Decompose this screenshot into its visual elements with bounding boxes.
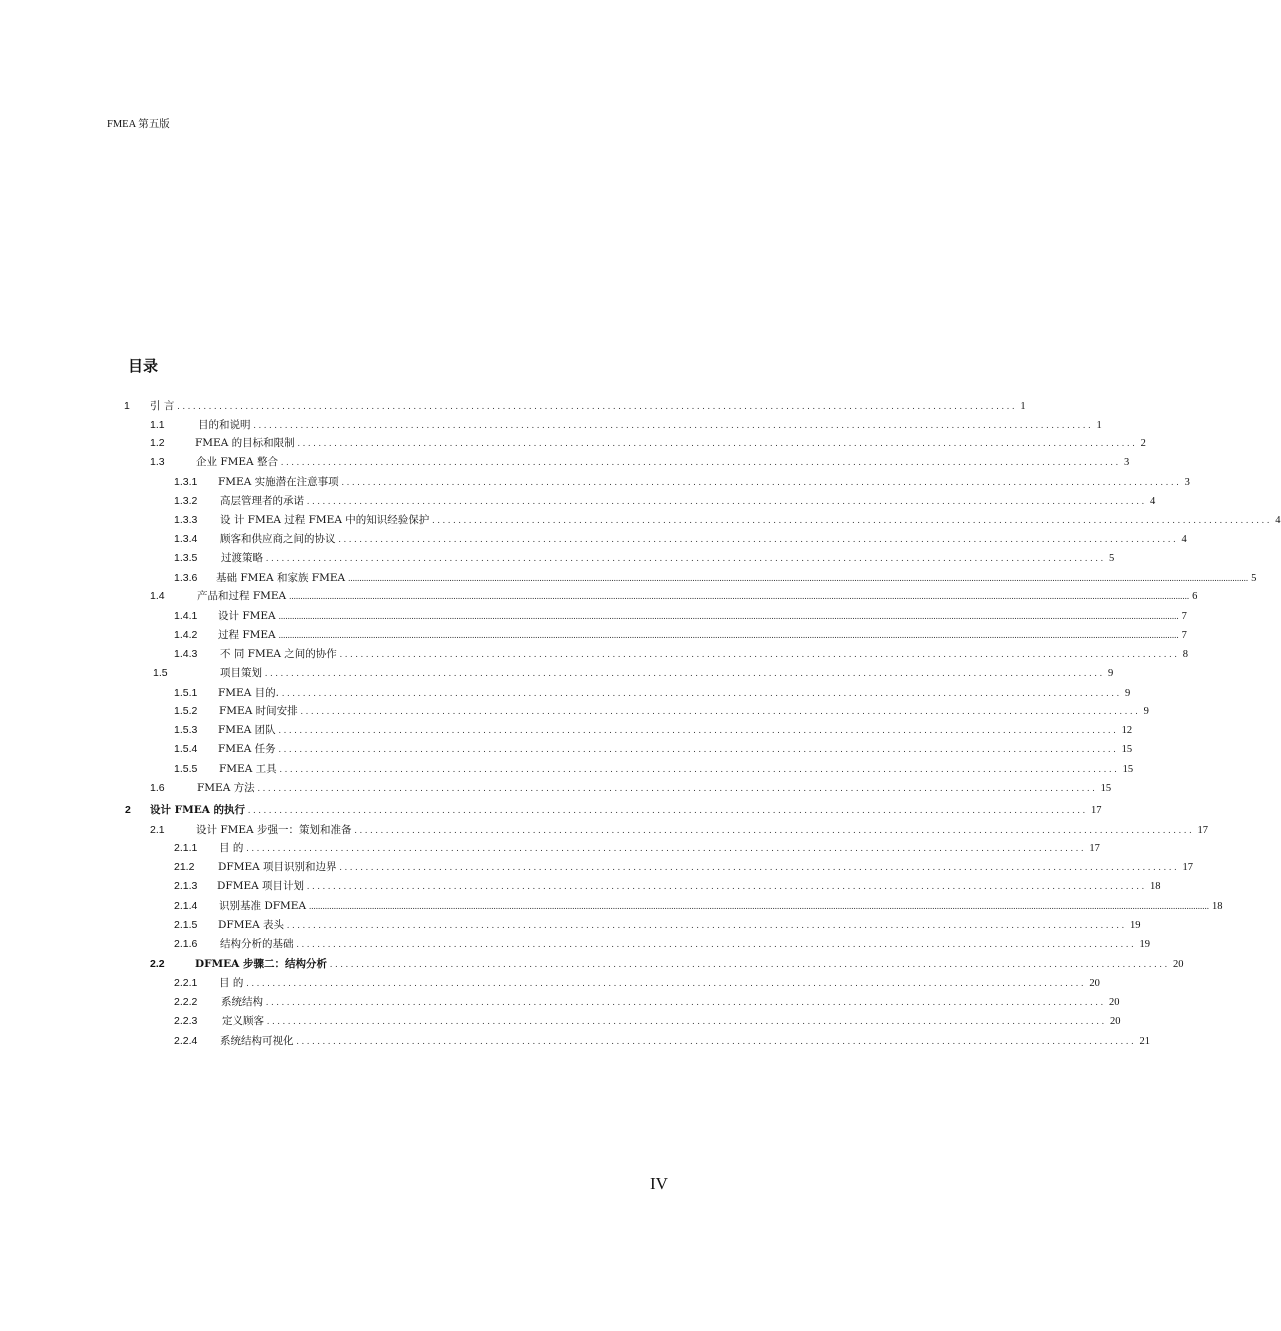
toc-entry-number: 21.2 xyxy=(174,861,195,873)
toc-title: 目录 xyxy=(128,357,159,375)
toc-entry[interactable] xyxy=(0,627,1187,643)
toc-entry-title: 企业 FMEA 整合 xyxy=(196,456,278,468)
toc-entry-number: 1.5.1 xyxy=(174,687,198,699)
toc-entry-title: DFMEA 项目识别和边界 xyxy=(218,861,337,873)
toc-entry-title: DFMEA 步骤二：结构分析 xyxy=(195,958,327,970)
toc-entry-number: 2 xyxy=(125,804,131,816)
toc-entry-number: 1.3.6 xyxy=(174,572,198,584)
toc-entry-number: 1.5.5 xyxy=(174,763,198,775)
toc-entry[interactable] xyxy=(0,761,1134,777)
toc-entry-page: 9 xyxy=(1124,688,1131,699)
toc-entry-page: 3 xyxy=(1123,457,1130,468)
toc-entry-number: 1.5.2 xyxy=(174,705,198,717)
toc-entry-title: 目的和说明 xyxy=(198,419,251,431)
toc-entry-number: 2.2.4 xyxy=(174,1035,198,1047)
toc-entry-page: 21 xyxy=(1139,1036,1150,1047)
toc-leader-dots: ................................................................................................................................................................ xyxy=(354,825,1195,835)
toc-entry-page: 5 xyxy=(1109,553,1115,564)
toc-entry-page: 17 xyxy=(1197,825,1208,836)
toc-entry-page: 17 xyxy=(1089,843,1100,854)
toc-entry-title: 项目策划 xyxy=(220,667,262,679)
toc-entry[interactable] xyxy=(0,898,1223,914)
toc-leader-dots: ................................................................................................................................................................ xyxy=(267,1016,1107,1026)
toc-entry[interactable] xyxy=(0,840,1100,856)
toc-entry-title: 顾客和供应商之间的协议 xyxy=(220,533,336,545)
toc-leader-dots: ................................................................................................................................................................ xyxy=(253,420,1094,430)
toc-entry-title: 设计 FMEA 的执行 xyxy=(150,804,246,816)
toc-entry-number: 1.3 xyxy=(150,456,165,468)
toc-entry[interactable] xyxy=(0,994,1120,1010)
toc-entry[interactable] xyxy=(0,398,1026,414)
toc-entry-page: 6 xyxy=(1192,591,1198,602)
toc-entry-page: 4 xyxy=(1150,496,1156,507)
toc-entry-title: 目 的 xyxy=(219,842,244,854)
toc-entry-page: 9 xyxy=(1108,668,1114,679)
toc-entry-page: 2 xyxy=(1140,438,1146,449)
toc-entry-number: 2.2.1 xyxy=(174,977,198,989)
toc-entry-number: 2.2.3 xyxy=(174,1015,198,1027)
toc-leader-dots: ................................................................................................................................................................ xyxy=(266,997,1106,1007)
toc-entry-number: 1.5.3 xyxy=(174,724,198,736)
toc-entry-number: 2.1.5 xyxy=(174,919,198,931)
running-header: FMEA 第五版 xyxy=(107,119,170,130)
toc-entry-number: 1.3.5 xyxy=(174,552,198,564)
toc-leader-dots: ................................................................................................................................................................................................................................................................................................................................................................................................................ xyxy=(289,591,1190,601)
toc-entry-title: 系统结构 xyxy=(221,996,263,1008)
toc-leader-dots: ................................................................................................................................................................ xyxy=(307,496,1147,506)
toc-entry-number: 1.4.1 xyxy=(174,610,198,622)
toc-leader-dots: ................................................................................................................................................................ xyxy=(300,706,1141,716)
toc-entry-page: 15 xyxy=(1100,783,1112,794)
toc-entry-page: 20 xyxy=(1109,997,1120,1008)
toc-entry[interactable] xyxy=(0,1013,1121,1029)
toc-entry[interactable] xyxy=(0,917,1141,933)
toc-entry[interactable] xyxy=(0,975,1100,991)
toc-leader-dots: ................................................................................................................................................................ xyxy=(341,477,1182,487)
toc-entry[interactable] xyxy=(0,474,1190,490)
toc-leader-dots: ................................................................................................................................................................................................................................................................................................................................................................................................................ xyxy=(278,630,1179,640)
toc-entry-title: 引 言 xyxy=(150,400,175,412)
toc-entry-page: 20 xyxy=(1110,1016,1121,1027)
toc-leader-dots: ................................................................................................................................................................ xyxy=(278,744,1119,754)
toc-entry-number: 2.1.6 xyxy=(174,938,198,950)
toc-entry-number: 1.4.2 xyxy=(174,629,198,641)
toc-entry-title: 系统结构可视化 xyxy=(220,1035,294,1047)
toc-entry[interactable] xyxy=(0,780,1112,796)
toc-entry-number: 1.1 xyxy=(150,419,165,431)
toc-entry[interactable] xyxy=(0,722,1133,738)
toc-entry-number: 1.3.2 xyxy=(174,495,198,507)
toc-leader-dots: ................................................................................................................................................................ xyxy=(432,515,1273,525)
toc-entry-page: 7 xyxy=(1181,611,1187,622)
toc-entry-page: 18 xyxy=(1150,881,1161,892)
toc-leader-dots: ................................................................................................................................................................ xyxy=(330,959,1170,969)
toc-entry-page: 8 xyxy=(1182,649,1189,660)
toc-leader-dots: ................................................................................................................................................................ xyxy=(281,688,1122,698)
toc-leader-dots: ................................................................................................................................................................ xyxy=(338,534,1179,544)
toc-entry-title: FMEA 团队 xyxy=(218,724,276,736)
toc-leader-dots: ................................................................................................................................................................ xyxy=(265,668,1105,678)
toc-entry[interactable] xyxy=(0,703,1149,719)
toc-entry-page: 12 xyxy=(1121,725,1133,736)
toc-entry-page: 7 xyxy=(1181,630,1187,641)
toc-entry-page: 9 xyxy=(1143,706,1149,717)
toc-entry-title: 设 计 FMEA 过程 FMEA 中的知识经验保护 xyxy=(220,514,430,526)
toc-entry-number: 1.5.4 xyxy=(174,743,198,755)
toc-leader-dots: ................................................................................................................................................................ xyxy=(307,881,1148,891)
toc-entry-title: FMEA 的目标和限制 xyxy=(195,437,295,449)
toc-entry-page: 1 xyxy=(1096,420,1102,431)
toc-entry-title: 高层管理者的承诺 xyxy=(220,495,304,507)
toc-entry-number: 1.3.1 xyxy=(174,476,198,488)
toc-leader-dots: ................................................................................................................................................................ xyxy=(339,649,1180,659)
toc-entry[interactable] xyxy=(0,802,1102,818)
toc-entry[interactable] xyxy=(0,417,1102,433)
toc-entry-page: 5 xyxy=(1251,573,1257,584)
toc-entry-page: 20 xyxy=(1089,978,1100,989)
toc-entry-title: FMEA 工具 xyxy=(219,763,277,775)
toc-entry-title: 设计 FMEA xyxy=(218,610,276,622)
toc-leader-dots: ................................................................................................................................................................ xyxy=(266,553,1106,563)
toc-leader-dots: ................................................................................................................................................................ xyxy=(246,843,1087,853)
toc-entry-page: 17 xyxy=(1182,862,1194,873)
toc-entry-title: 不 同 FMEA 之间的协作 xyxy=(220,648,337,660)
toc-entry[interactable] xyxy=(0,646,1189,662)
toc-leader-dots: ................................................................................................................................................................ xyxy=(339,862,1180,872)
toc-entry-page: 20 xyxy=(1173,959,1184,970)
toc-entry[interactable] xyxy=(0,685,1131,701)
toc-entry-page: 18 xyxy=(1212,901,1223,912)
toc-entry[interactable] xyxy=(0,570,1257,586)
toc-entry-title: 结构分析的基础 xyxy=(220,938,294,950)
toc-entry-title: FMEA 实施潜在注意事项 xyxy=(218,476,339,488)
toc-entry-number: 1.2 xyxy=(150,437,165,449)
toc-entry[interactable] xyxy=(0,493,1156,509)
toc-entry-page: 15 xyxy=(1121,744,1133,755)
toc-leader-dots: ................................................................................................................................................................ xyxy=(248,805,1089,815)
toc-leader-dots: ................................................................................................................................................................ xyxy=(297,438,1138,448)
toc-entry-page: 17 xyxy=(1091,805,1102,816)
toc-entry[interactable] xyxy=(0,550,1115,566)
toc-entry-title: FMEA 时间安排 xyxy=(219,705,298,717)
toc-leader-dots: ................................................................................................................................................................................................................................................................................................................................................................................................................ xyxy=(278,611,1179,621)
toc-entry-title: DFMEA 项目计划 xyxy=(217,880,305,892)
toc-entry[interactable] xyxy=(0,936,1150,952)
toc-entry-title: 过渡策略 xyxy=(221,552,263,564)
toc-entry-number: 2.1.4 xyxy=(174,900,198,912)
toc-leader-dots: ................................................................................................................................................................ xyxy=(257,783,1098,793)
toc-entry[interactable] xyxy=(0,741,1133,757)
toc-entry-title: 基础 FMEA 和家族 FMEA xyxy=(216,572,346,584)
toc-entry-page: 1 xyxy=(1020,401,1026,412)
toc-entry-number: 2.2.2 xyxy=(174,996,198,1008)
toc-entry-title: FMEA 任务 xyxy=(218,743,276,755)
toc-leader-dots: ................................................................................................................................................................ xyxy=(296,939,1137,949)
toc-entry-number: 2.2 xyxy=(150,958,165,970)
toc-entry-number: 1.4.3 xyxy=(174,648,198,660)
toc-entry-title: FMEA 目的. xyxy=(218,687,279,699)
toc-entry-number: 2.1.1 xyxy=(174,842,198,854)
toc-entry-number: 1 xyxy=(124,400,130,412)
toc-entry-page: 19 xyxy=(1139,939,1150,950)
toc-leader-dots: ................................................................................................................................................................ xyxy=(246,978,1087,988)
toc-entry[interactable] xyxy=(0,1033,1150,1049)
toc-leader-dots: ................................................................................................................................................................ xyxy=(287,920,1128,930)
toc-leader-dots: ................................................................................................................................................................................................................................................................................................................................................................................................................ xyxy=(348,573,1249,583)
toc-entry-title: 识别基准 DFMEA xyxy=(219,900,307,912)
toc-entry-page: 3 xyxy=(1184,477,1190,488)
toc-entry-number: 1.6 xyxy=(150,782,165,794)
toc-entry-title: 定义顾客 xyxy=(222,1015,264,1027)
toc-entry[interactable] xyxy=(0,454,1130,470)
toc-entry-number: 1.4 xyxy=(150,590,165,602)
toc-leader-dots: ................................................................................................................................................................ xyxy=(296,1036,1137,1046)
toc-entry-number: 1.3.4 xyxy=(174,533,198,545)
toc-leader-dots: ................................................................................................................................................................ xyxy=(278,725,1119,735)
toc-leader-dots: ................................................................................................................................................................ xyxy=(177,401,1018,411)
toc-entry-page: 4 xyxy=(1275,515,1281,526)
toc-leader-dots: ................................................................................................................................................................ xyxy=(279,764,1120,774)
toc-leader-dots: ................................................................................................................................................................................................................................................................................................................................................................................................................ xyxy=(309,901,1210,911)
toc-entry-number: 1.5 xyxy=(153,667,168,679)
toc-entry[interactable] xyxy=(0,531,1187,547)
toc-entry[interactable] xyxy=(0,859,1194,875)
toc-entry[interactable] xyxy=(0,435,1146,451)
toc-entry[interactable] xyxy=(0,822,1208,838)
toc-entry-page: 4 xyxy=(1181,534,1187,545)
toc-entry-title: 过程 FMEA xyxy=(218,629,276,641)
toc-entry-number: 1.3.3 xyxy=(174,514,198,526)
toc-entry-number: 2.1.3 xyxy=(174,880,198,892)
toc-entry[interactable] xyxy=(0,588,1198,604)
toc-entry[interactable] xyxy=(0,608,1187,624)
toc-entry-page: 15 xyxy=(1122,764,1134,775)
toc-entry[interactable] xyxy=(0,665,1114,681)
page-number: IV xyxy=(650,1174,668,1193)
toc-entry[interactable] xyxy=(0,512,1281,528)
toc-entry-title: 产品和过程 FMEA xyxy=(197,590,287,602)
toc-entry-title: 设计 FMEA 步强一：策划和准备 xyxy=(196,824,352,836)
toc-entry-number: 2.1 xyxy=(150,824,165,836)
toc-entry-title: DFMEA 表头 xyxy=(218,919,285,931)
toc-entry-page: 19 xyxy=(1130,920,1141,931)
toc-entry-title: 目 的 xyxy=(219,977,244,989)
toc-entry-title: FMEA 方法 xyxy=(197,782,255,794)
toc-entry[interactable] xyxy=(0,956,1184,972)
toc-leader-dots: ................................................................................................................................................................ xyxy=(280,457,1121,467)
toc-entry[interactable] xyxy=(0,878,1161,894)
